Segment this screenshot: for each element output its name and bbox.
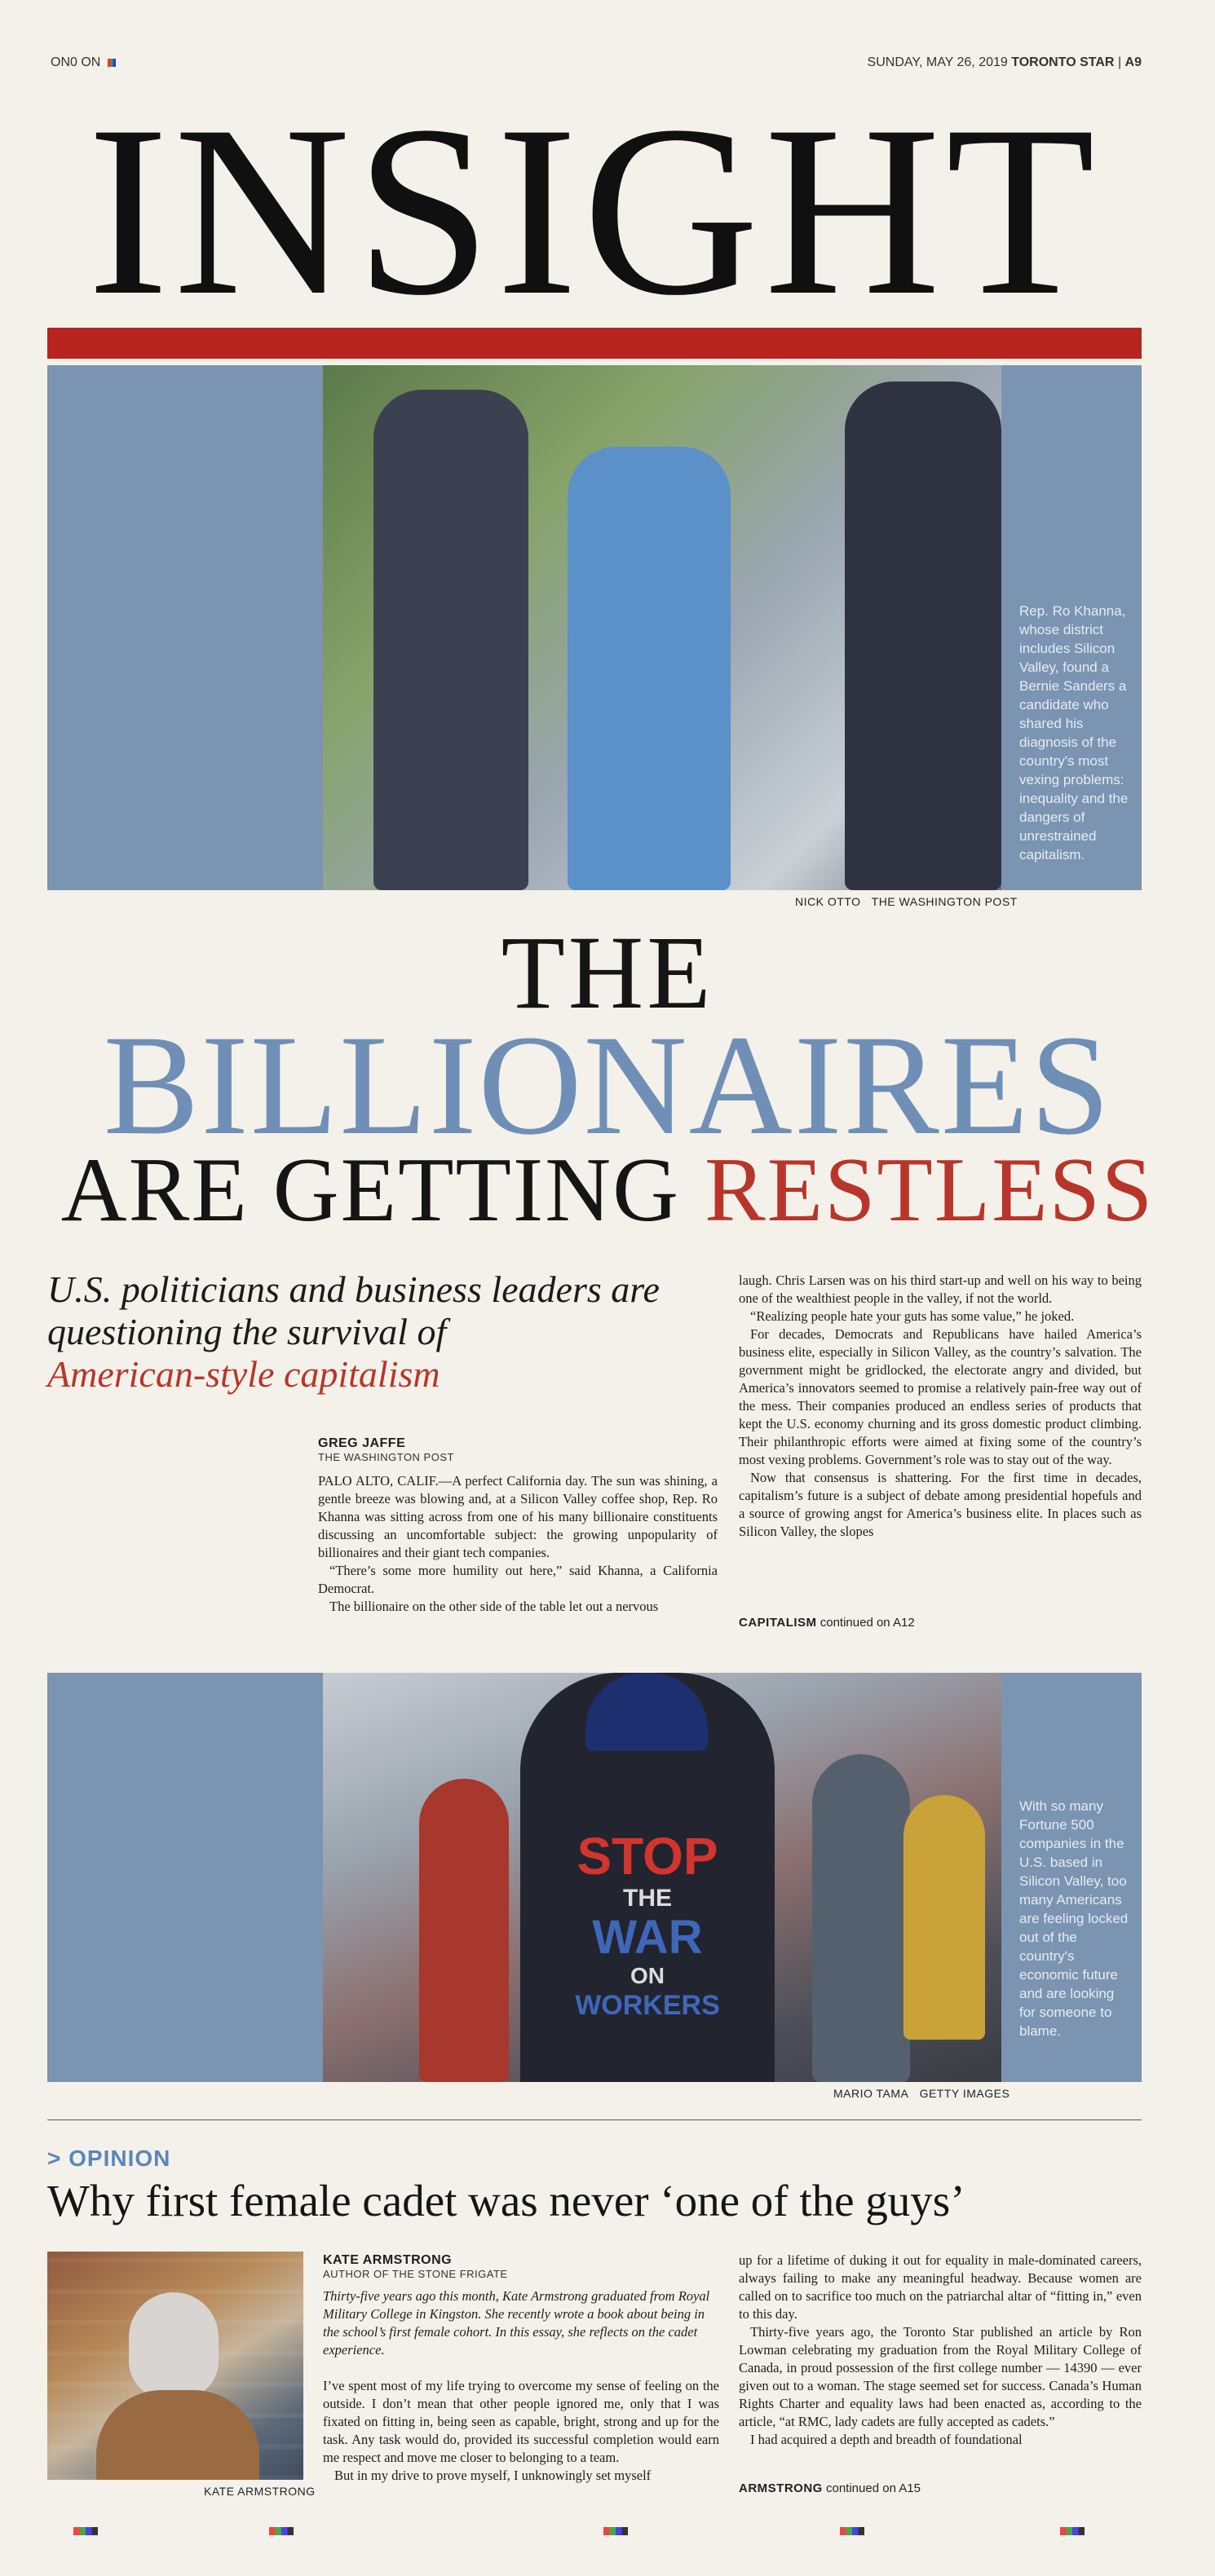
story-column-2: laugh. Chris Larsen was on his third start-up and well on his way to being one of the wealthiest people in the valley, if not the world. “Realizing people hate your guts has some value,” he joked. For decades, Democrats and Republicans have hailed America’s business elite, especially in Silicon Valley, as the country’s salvation. The government might be gridlocked, the electorate angry and divided, but America’s innovators seemed to promise a relatively pain-free way out of the mess. Their companies produced an endless series of products that kept the U.S. economy churning and its gross domestic product climbing. Their philanthropic efforts were aimed at fixing some of the country’s most vexing problems. Government’s role was to stay out of the way. Now that consensus is shattering. For the first time in decades, capitalism’s future is a subject of debate among presidential hopefuls and a source of growing angst for America’s business elite. In places such as Silicon Valley, the slopes (739, 1273, 1142, 1539)
photo2-protester (520, 1673, 775, 2082)
photo2-figure-plaid (419, 1779, 509, 2082)
opinion-headline: Why first female cadet was never ‘one of the guys’ (47, 2176, 965, 2225)
opinion-tag[interactable]: > OPINION (47, 2146, 171, 2171)
section-masthead: INSIGHT (87, 96, 1100, 324)
photo2-image (323, 1673, 1001, 2082)
headline-line3: ARE GETTING RESTLESS (60, 1140, 1155, 1241)
photo1-figure-left (373, 390, 528, 890)
story-column-1: PALO ALTO, CALIF.—A perfect California day. The sun was shining, a gentle breeze was blowing and, at a Silicon Valley coffee shop, Rep. Ro Khanna was sitting across from one of his many billionaire constituents discussing an uncomfortable subject: the growing unpopularity of billionaires and their giant tech companies. “There’s some more humility out here,” said Khanna, a California Democrat. The billionaire on the other side of the table let out a nervous (318, 1473, 718, 1614)
photo1-caption: Rep. Ro Khanna, whose district includes Silicon Valley, found a Bernie Sanders a candidate who shared his diagnosis of the country's most vexing problems: inequality and the dangers of unrestrained capitalism. (1019, 603, 1129, 862)
registration-mark (73, 2527, 98, 2535)
folio-left: ON0 ON (51, 55, 116, 70)
opinion-jump[interactable]: ARMSTRONG continued on A15 (739, 2481, 921, 2495)
photo1-image (323, 365, 1001, 890)
photo2-figure-yellow (904, 1795, 985, 2040)
author-portrait (47, 2252, 303, 2480)
folio-right: SUNDAY, MAY 26, 2019 TORONTO STAR | A9 (867, 55, 1142, 69)
headline-line2: BILLIONAIRES (103, 1006, 1112, 1165)
opinion-intro: Thirty-five years ago this month, Kate Armstrong graduated from Royal Military College in Kingston. She recently wrote a book about being in the school’s first female cohort. In this essay, she reflects on the cadet experience. (323, 2288, 710, 2358)
photo1-figure-right (845, 382, 1001, 890)
portrait-credit: KATE ARMSTRONG (204, 2485, 316, 2498)
story-jump[interactable]: CAPITALISM continued on A12 (739, 1616, 915, 1630)
folio-paper: TORONTO STAR (1011, 55, 1115, 69)
opinion-column-2: up for a lifetime of duking it out for equality in male-dominated careers, always failing to make any meaningful headway. Because women are called on to sacrifice too much on the patriarchal altar of “fitting in,” even to this day. Thirty-five years ago, the Toronto Star published an article by Ron Lowman celebrating my graduation from the Royal Military College of Canada, in proud possession of the first college number — 14390 — ever given out to a woman. The stage seemed set for success. Canada’s Human Rights Charter and equality laws had been enacted as, according to the article, “at RMC, lady cadets are fully accepted as cadets.” I had acquired a depth and breadth of foundational (739, 2252, 1142, 2447)
photo2-caption: With so many Fortune 500 companies in the U.S. based in Silicon Valley, too many Americans are feeling locked out of the country's economic future and are looking for someone to blame. (1019, 1798, 1129, 2039)
cap-icon (585, 1673, 708, 1751)
section-divider (47, 2119, 1142, 2120)
registration-mark (269, 2527, 294, 2535)
opinion-byline: KATE ARMSTRONG AUTHOR OF THE STONE FRIGATE (323, 2253, 508, 2280)
headline-line1: THE (501, 915, 714, 1030)
photo2-right-panel (1001, 1673, 1142, 2082)
photo1-credit: NICK OTTO THE WASHINGTON POST (795, 895, 1018, 908)
photo2-figure-right (812, 1754, 910, 2082)
story-byline: GREG JAFFE THE WASHINGTON POST (318, 1436, 454, 1463)
masthead-red-bar (47, 328, 1142, 359)
opinion-column-1: I’ve spent most of my life trying to overcome my sense of feeling on the outside. I don’t mean that other people ignored me, only that I was fixated on fitting in, being seen as capable, bright, strong and up for the task. Any task would do, provided its successful completion would earn me respect and move me closer to belonging to a team. But in my drive to prove myself, I unknowingly set myself (323, 2378, 719, 2483)
photo1-figure-center (568, 447, 731, 890)
folio-date: SUNDAY, MAY 26, 2019 (867, 55, 1008, 69)
photo2-left-panel (47, 1673, 323, 2082)
registration-mark (603, 2527, 628, 2535)
portrait-head (129, 2292, 219, 2398)
registration-mark (1060, 2527, 1085, 2535)
shirt-slogan: STOP THE WAR ON WORKERS (575, 1827, 720, 2021)
photo2-credit: MARIO TAMA GETTY IMAGES (833, 2087, 1010, 2100)
photo1-left-panel (47, 365, 323, 890)
folio-page: A9 (1124, 55, 1142, 69)
story-deck: U.S. politicians and business leaders are questioning the survival of American-style capitalism (47, 1268, 660, 1395)
photo1-right-panel (1001, 365, 1142, 890)
registration-mark (840, 2527, 864, 2535)
color-swatch-icon (108, 59, 116, 67)
